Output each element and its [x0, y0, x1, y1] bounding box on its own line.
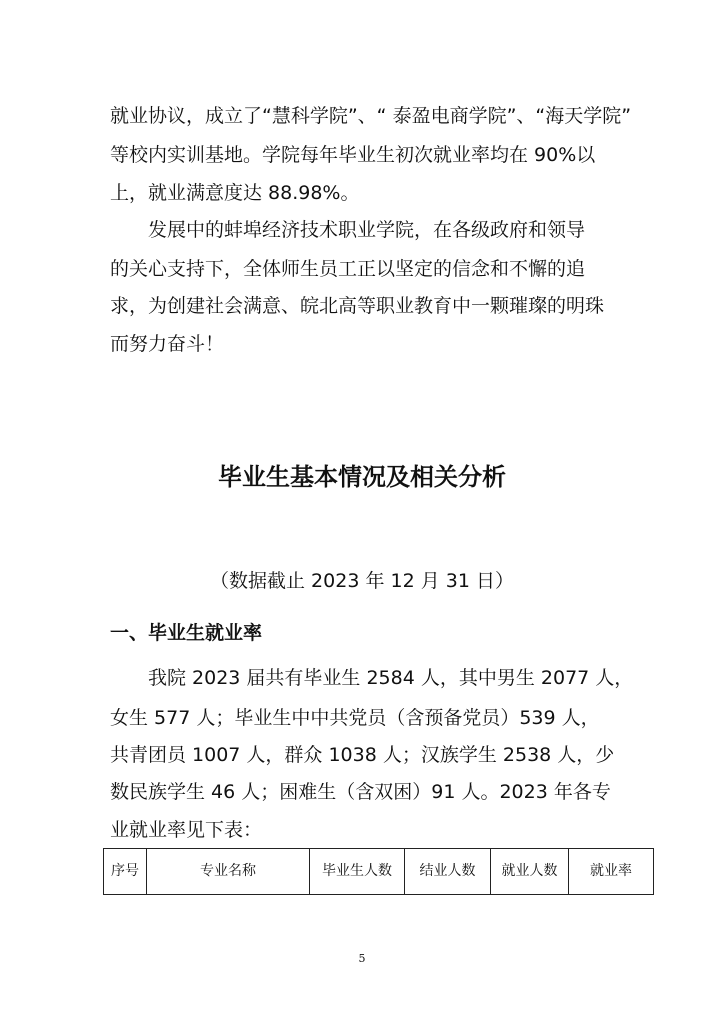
paragraph-line: 等校内实训基地。学院每年毕业生初次就业率均在 90%以	[110, 144, 596, 166]
paragraph-line: 的关心支持下，全体师生员工正以坚定的信念和不懈的追	[110, 258, 586, 280]
paragraph-line: 共青团员 1007 人，群众 1038 人；汉族学生 2538 人，少	[110, 744, 615, 766]
column-header-graduates: 毕业生人数	[310, 849, 405, 895]
column-header-employed: 就业人数	[491, 849, 569, 895]
paragraph-line: 女生 577 人；毕业生中中共党员（含预备党员）539 人，	[110, 707, 600, 729]
paragraph-line: 就业协议，成立了“慧科学院”、“ 泰盈电商学院”、“海天学院”	[110, 105, 632, 127]
column-header-major: 专业名称	[147, 849, 310, 895]
paragraph-line: 求，为创建社会满意、皖北高等职业教育中一颗璀璨的明珠	[110, 295, 605, 317]
paragraph-line: 发展中的蚌埠经济技术职业学院，在各级政府和领导	[148, 219, 586, 241]
paragraph-line: 我院 2023 届共有毕业生 2584 人，其中男生 2077 人，	[148, 667, 634, 689]
data-cutoff-note: （数据截止 2023 年 12 月 31 日）	[210, 570, 514, 592]
column-header-employment-rate: 就业率	[569, 849, 654, 895]
page-title: 毕业生基本情况及相关分析	[218, 463, 506, 491]
paragraph-line: 业就业率见下表：	[110, 819, 263, 841]
paragraph-line: 而努力奋斗！	[110, 333, 225, 355]
paragraph-line: 数民族学生 46 人；困难生（含双困）91 人。2023 年各专	[110, 781, 611, 803]
paragraph-line: 上，就业满意度达 88.98%。	[110, 182, 360, 204]
employment-rate-table	[103, 848, 654, 895]
section-heading: 一、毕业生就业率	[110, 622, 263, 644]
page-number: 5	[358, 952, 366, 965]
table-header-row	[104, 849, 654, 895]
column-header-completions: 结业人数	[405, 849, 491, 895]
column-header-index: 序号	[104, 849, 147, 895]
